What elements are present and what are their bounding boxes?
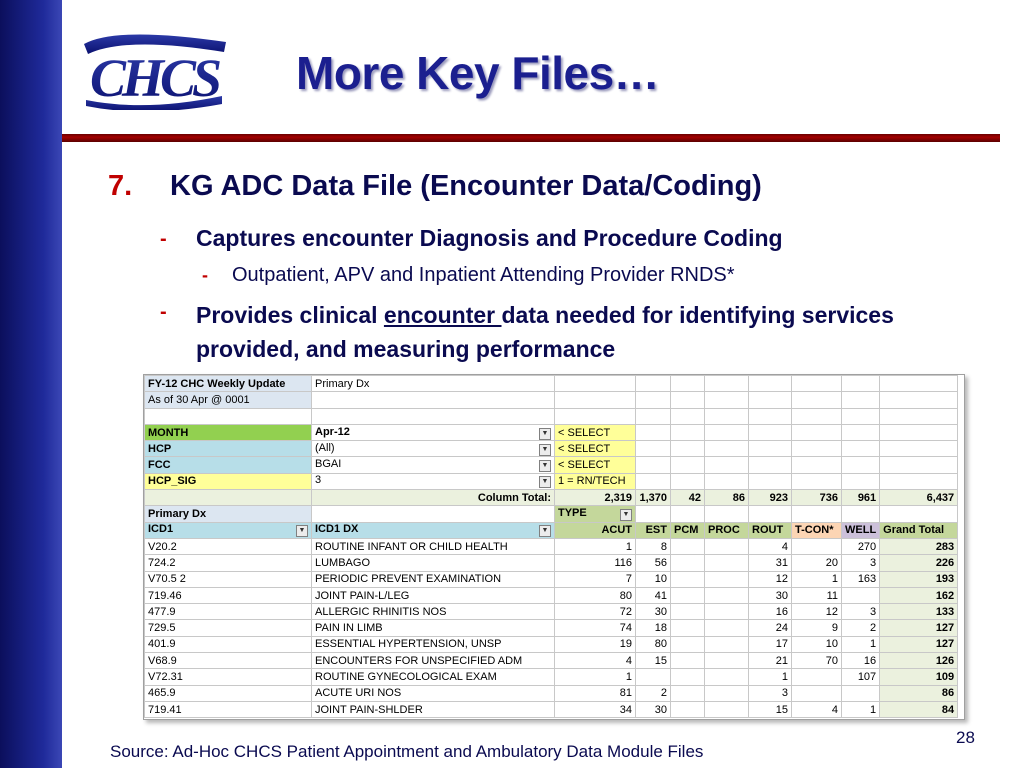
table-cell: 80	[636, 636, 671, 652]
table-cell: 109	[880, 669, 958, 685]
pivot-table	[144, 375, 958, 718]
table-cell	[792, 538, 842, 554]
clinical-text-post: data needed for identifying services provided, and measuring performance	[196, 302, 894, 362]
filter-note: < SELECT	[555, 457, 636, 473]
table-cell	[636, 669, 671, 685]
table-cell: 719.46	[145, 587, 312, 603]
table-cell	[705, 685, 749, 701]
primary-dx-label: Primary Dx	[145, 506, 312, 522]
table-cell: 20	[792, 555, 842, 571]
table-cell: 724.2	[145, 555, 312, 571]
table-row	[145, 701, 958, 717]
filter-label: HCP_SIG	[145, 473, 312, 489]
page-number: 28	[956, 728, 975, 747]
table-cell: 2	[842, 620, 880, 636]
spreadsheet-screenshot	[143, 374, 965, 720]
table-cell: 18	[636, 620, 671, 636]
table-cell: ENCOUNTERS FOR UNSPECIFIED ADM	[312, 653, 555, 669]
table-cell	[671, 555, 705, 571]
table-cell: 1	[749, 669, 792, 685]
table-cell: 12	[792, 604, 842, 620]
table-cell: PERIODIC PREVENT EXAMINATION	[312, 571, 555, 587]
table-cell: LUMBAGO	[312, 555, 555, 571]
column-total-label: Column Total:	[312, 490, 555, 506]
table-cell: JOINT PAIN-L/LEG	[312, 587, 555, 603]
filter-dropdown-icon[interactable]: ▼	[296, 525, 308, 537]
type-label: TYPE	[558, 507, 587, 520]
table-cell: 3	[842, 604, 880, 620]
table-cell: ALLERGIC RHINITIS NOS	[312, 604, 555, 620]
table-cell: 72	[555, 604, 636, 620]
sub-bullet-diagnosis-coding: Captures encounter Diagnosis and Procedure Coding	[196, 225, 783, 251]
table-cell: 126	[880, 653, 958, 669]
table-cell	[671, 636, 705, 652]
table-cell: V68.9	[145, 653, 312, 669]
sub-sub-bullet-dash: -	[202, 265, 208, 285]
table-cell	[705, 587, 749, 603]
table-cell: 86	[880, 685, 958, 701]
table-row	[145, 636, 958, 652]
table-cell	[671, 653, 705, 669]
table-cell	[842, 587, 880, 603]
as-of-row	[145, 392, 958, 408]
table-cell	[842, 685, 880, 701]
table-cell: 3	[842, 555, 880, 571]
table-cell: 81	[555, 685, 636, 701]
table-cell	[671, 701, 705, 717]
table-cell	[671, 587, 705, 603]
table-cell: 30	[636, 701, 671, 717]
total-rout: 923	[749, 490, 792, 506]
header-pcm: PCM	[671, 522, 705, 538]
filter-dropdown-icon[interactable]: ▼	[539, 476, 551, 488]
table-cell	[705, 571, 749, 587]
table-cell: 4	[555, 653, 636, 669]
filter-label: FCC	[145, 457, 312, 473]
table-cell: 4	[792, 701, 842, 717]
table-cell: 21	[749, 653, 792, 669]
table-cell: 270	[842, 538, 880, 554]
table-cell: 41	[636, 587, 671, 603]
table-cell: 1	[842, 636, 880, 652]
header-proc: PROC	[705, 522, 749, 538]
filter-value-text: (All)	[315, 441, 335, 454]
table-cell	[705, 653, 749, 669]
table-cell	[671, 604, 705, 620]
filter-row-fcc	[145, 457, 958, 473]
table-cell: 74	[555, 620, 636, 636]
header-rout: ROUT	[749, 522, 792, 538]
table-cell: 7	[555, 571, 636, 587]
table-cell: 163	[842, 571, 880, 587]
table-cell: 193	[880, 571, 958, 587]
total-est: 1,370	[636, 490, 671, 506]
table-cell: 133	[880, 604, 958, 620]
table-cell: 127	[880, 620, 958, 636]
title-divider	[62, 134, 1000, 142]
table-cell: 719.41	[145, 701, 312, 717]
left-sidebar-band	[0, 0, 62, 768]
table-row	[145, 604, 958, 620]
sub-bullet-clinical-data	[196, 298, 966, 366]
as-of-date: As of 30 Apr @ 0001	[145, 392, 312, 408]
table-cell	[671, 685, 705, 701]
table-cell: 162	[880, 587, 958, 603]
table-row	[145, 555, 958, 571]
dropdown-arrow-icon[interactable]: ▼	[539, 525, 551, 537]
chcs-logo	[76, 30, 232, 110]
table-cell: 16	[842, 653, 880, 669]
blank-row	[145, 408, 958, 424]
table-row	[145, 538, 958, 554]
header-tcon: T-CON*	[792, 522, 842, 538]
table-cell: ESSENTIAL HYPERTENSION, UNSP	[312, 636, 555, 652]
table-row	[145, 653, 958, 669]
header-acut: ACUT	[555, 522, 636, 538]
table-cell: V70.5 2	[145, 571, 312, 587]
table-cell	[705, 604, 749, 620]
table-cell: PAIN IN LIMB	[312, 620, 555, 636]
dropdown-arrow-icon[interactable]: ▼	[620, 509, 632, 521]
table-cell: 1	[792, 571, 842, 587]
type-filter[interactable]	[555, 506, 636, 522]
table-cell	[705, 669, 749, 685]
table-cell: 30	[749, 587, 792, 603]
total-proc: 86	[705, 490, 749, 506]
clinical-text-underlined: encounter	[383, 302, 502, 328]
filter-value-text: BGAI	[315, 458, 342, 471]
table-cell	[671, 538, 705, 554]
filter-value-fcc[interactable]	[312, 457, 555, 473]
table-cell: 729.5	[145, 620, 312, 636]
header-icd1[interactable]: ▼ ICD1	[145, 522, 312, 538]
filter-value-hcp-sig[interactable]	[312, 473, 555, 489]
sub-bullet-dash: -	[160, 228, 167, 250]
table-cell: 15	[636, 653, 671, 669]
total-grand: 6,437	[880, 490, 958, 506]
filter-note: < SELECT	[555, 441, 636, 457]
table-cell: 1	[555, 538, 636, 554]
table-cell: 283	[880, 538, 958, 554]
dropdown-arrow-icon[interactable]: ▼	[539, 460, 551, 472]
total-acut: 2,319	[555, 490, 636, 506]
header-row	[145, 522, 958, 538]
table-cell: 10	[636, 571, 671, 587]
bullet-number: 7.	[108, 170, 133, 202]
filter-label: HCP	[145, 441, 312, 457]
source-footer: Source: Ad-Hoc CHCS Patient Appointment and Ambulatory Data Module Files	[110, 742, 704, 761]
header-well: WELL	[842, 522, 880, 538]
table-cell: 1	[842, 701, 880, 717]
table-cell	[792, 685, 842, 701]
table-cell	[705, 636, 749, 652]
table-cell	[671, 620, 705, 636]
table-cell: V20.2	[145, 538, 312, 554]
table-cell: 30	[636, 604, 671, 620]
filter-note: 1 = RN/TECH	[555, 473, 636, 489]
filter-value-month[interactable]	[312, 424, 555, 440]
filter-value-hcp[interactable]	[312, 441, 555, 457]
table-cell: 19	[555, 636, 636, 652]
table-cell: JOINT PAIN-SHLDER	[312, 701, 555, 717]
table-cell: 17	[749, 636, 792, 652]
header-icd1-dx[interactable]: ▼ ICD1 DX	[312, 522, 555, 538]
table-cell: 16	[749, 604, 792, 620]
total-tcon: 736	[792, 490, 842, 506]
filter-row-month	[145, 424, 958, 440]
table-cell: 24	[749, 620, 792, 636]
table-cell: 107	[842, 669, 880, 685]
column-total-row	[145, 490, 958, 506]
table-cell: 116	[555, 555, 636, 571]
table-row	[145, 669, 958, 685]
sheet-title-row	[145, 376, 958, 392]
table-cell	[705, 701, 749, 717]
table-cell: 31	[749, 555, 792, 571]
sub-sub-bullet-outpatient: Outpatient, APV and Inpatient Attending Provider RNDS*	[232, 264, 735, 286]
table-cell: 15	[749, 701, 792, 717]
filter-dropdown-icon[interactable]: ▼	[539, 428, 551, 440]
sheet-subtitle: Primary Dx	[312, 376, 555, 392]
table-cell: 8	[636, 538, 671, 554]
table-cell: 11	[792, 587, 842, 603]
table-row	[145, 571, 958, 587]
table-cell: 2	[636, 685, 671, 701]
header-grand-total: Grand Total	[880, 522, 958, 538]
clinical-text-pre: Provides clinical	[196, 302, 384, 328]
filter-note: < SELECT	[555, 424, 636, 440]
table-cell	[792, 669, 842, 685]
table-cell	[705, 620, 749, 636]
filter-value-text: 3	[315, 474, 322, 487]
table-cell	[705, 555, 749, 571]
filter-row-hcp-sig	[145, 473, 958, 489]
table-cell: 226	[880, 555, 958, 571]
table-cell: 80	[555, 587, 636, 603]
table-row	[145, 620, 958, 636]
table-cell: 477.9	[145, 604, 312, 620]
dropdown-arrow-icon[interactable]: ▼	[539, 444, 551, 456]
primary-dx-row	[145, 506, 958, 522]
logo-text: CHCS	[89, 48, 219, 108]
table-cell: 401.9	[145, 636, 312, 652]
table-cell: 70	[792, 653, 842, 669]
table-cell: ROUTINE INFANT OR CHILD HEALTH	[312, 538, 555, 554]
filter-label: MONTH	[145, 424, 312, 440]
table-cell: 1	[555, 669, 636, 685]
sheet-title: FY-12 CHC Weekly Update	[145, 376, 312, 392]
table-cell: V72.31	[145, 669, 312, 685]
table-cell: 12	[749, 571, 792, 587]
filter-row-hcp	[145, 441, 958, 457]
table-row	[145, 685, 958, 701]
table-cell: 34	[555, 701, 636, 717]
table-cell	[671, 571, 705, 587]
table-cell: 84	[880, 701, 958, 717]
bullet-heading: KG ADC Data File (Encounter Data/Coding)	[170, 170, 762, 202]
table-row	[145, 587, 958, 603]
table-cell: 3	[749, 685, 792, 701]
table-cell: 127	[880, 636, 958, 652]
table-cell: 9	[792, 620, 842, 636]
table-cell: ACUTE URI NOS	[312, 685, 555, 701]
page-title: More Key Files…	[296, 47, 660, 99]
header-est: EST	[636, 522, 671, 538]
table-cell: 465.9	[145, 685, 312, 701]
filter-value-text: Apr-12	[315, 425, 350, 438]
data-rows	[145, 538, 958, 717]
sub-bullet-dash-2: -	[160, 301, 167, 323]
table-cell: ROUTINE GYNECOLOGICAL EXAM	[312, 669, 555, 685]
total-well: 961	[842, 490, 880, 506]
table-cell: 4	[749, 538, 792, 554]
table-cell: 56	[636, 555, 671, 571]
table-cell	[671, 669, 705, 685]
table-cell	[705, 538, 749, 554]
table-cell: 10	[792, 636, 842, 652]
total-pcm: 42	[671, 490, 705, 506]
